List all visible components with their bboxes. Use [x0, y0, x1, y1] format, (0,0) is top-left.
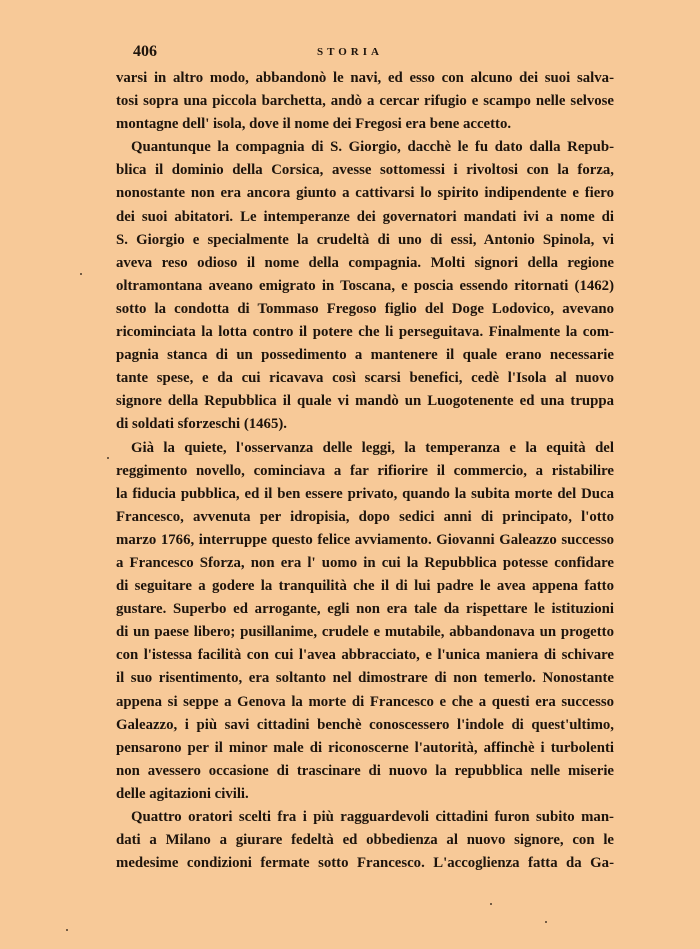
- text-line: S. Giorgio e specialmente la crudeltà di uno di essi, Antonio Spinola, vi: [116, 231, 614, 248]
- text-line: tosi sopra una piccola barchetta, andò a cercar rifugio e scampo nelle selvose: [116, 93, 614, 110]
- text-line: Quantunque la compagnia di S. Giorgio, dacchè le fu dato dalla Repub-: [131, 139, 614, 156]
- text-line: Francesco, avvenuta per idropisia, dopo sedici anni di principato, l'otto: [116, 508, 614, 525]
- text-line: pensarono per il minor male di riconoscerne l'autorità, affinchè i turbolenti: [116, 739, 614, 756]
- text-line: a Francesco Sforza, non era l' uomo in cui la Repubblica potesse confidare: [116, 554, 614, 571]
- text-line: non avessero occasione di trascinare di nuovo la repubblica nelle miserie: [116, 762, 614, 779]
- print-speck: [490, 903, 492, 905]
- text-line: pagnia stanca di un possedimento a mantenere il quale erano necessarie: [116, 347, 614, 364]
- text-line: blica il dominio della Corsica, avesse sottomessi i rivoltosi con la forza,: [116, 162, 614, 179]
- text-line: varsi in altro modo, abbandonò le navi, ed esso con alcuno dei suoi salva-: [116, 70, 614, 86]
- text-line: la fiducia pubblica, ed il ben essere privato, quando la subita morte del Duca: [116, 485, 614, 502]
- print-speck: [66, 929, 68, 931]
- running-head: STORIA: [317, 46, 383, 58]
- text-line: marzo 1766, interruppe questo felice avviamento. Giovanni Galeazzo successo: [116, 531, 614, 548]
- text-line: aveva reso odioso il nome della compagnia. Molti signori della regione: [116, 254, 614, 271]
- text-line: ricominciata la lotta contro il potere che li perseguitava. Finalmente la com-: [116, 324, 614, 341]
- body-text: [116, 67, 614, 875]
- text-line: Già la quiete, l'osservanza delle leggi, la temperanza e la equità del: [131, 439, 614, 456]
- text-line: appena si seppe a Genova la morte di Francesco e che a questi era successo: [116, 693, 614, 710]
- text-line: di un paese libero; pusillanime, crudele e mutabile, abbandonava un progetto: [116, 624, 614, 641]
- text-line: Galeazzo, i più savi cittadini benchè conoscessero l'indole di quest'ultimo,: [116, 716, 614, 733]
- text-line: tante spese, e da cui ricavava così scarsi benefici, cedè l'Isola al nuovo: [116, 370, 614, 387]
- text-line: montagne dell' isola, dove il nome dei Fregosi era bene accetto.: [116, 116, 512, 133]
- text-line: sotto la condotta di Tommaso Fregoso figlio del Doge Lodovico, avevano: [116, 300, 614, 317]
- text-line: il suo risentimento, era soltanto nel dimostrare di non temerlo. Nonostante: [116, 670, 614, 687]
- text-line: medesime condizioni fermate sotto Francesco. L'accoglienza fatta da Ga-: [116, 855, 614, 872]
- text-line: Quattro oratori scelti fra i più ragguardevoli cittadini furon subito man-: [131, 809, 614, 825]
- print-speck: [80, 273, 82, 275]
- page-number: 406: [133, 43, 157, 60]
- text-line: gustare. Superbo ed arrogante, egli non era tale da rispettare le istituzioni: [116, 601, 614, 618]
- text-line: dei suoi abitatori. Le intemperanze dei governatori mandati ivi a nome di: [116, 208, 614, 225]
- text-line: signore della Repubblica il quale vi mandò un Luogotenente ed una truppa: [116, 393, 614, 410]
- text-line: di seguitare a godere la tranquilità che il di lui padre le avea appena fatto: [116, 578, 614, 595]
- text-line: delle agitazioni civili.: [116, 785, 249, 802]
- text-line: di soldati sforzeschi (1465).: [116, 416, 287, 433]
- text-line: oltramontana aveano emigrato in Toscana, e poscia essendo ritornati (1462): [116, 277, 614, 294]
- text-line: con l'istessa facilità con cui l'avea abbracciato, e l'unica maniera di schivare: [116, 647, 614, 664]
- print-speck: [545, 921, 547, 923]
- print-speck: [107, 457, 109, 459]
- text-line: nonostante non era ancora giunto a cattivarsi lo spirito indipendente e fiero: [116, 185, 614, 202]
- text-line: reggimento novello, cominciava a far rifiorire il commercio, a ristabilire: [116, 462, 614, 479]
- text-line: dati a Milano a giurare fedeltà ed obbedienza al nuovo signore, con le: [116, 832, 614, 849]
